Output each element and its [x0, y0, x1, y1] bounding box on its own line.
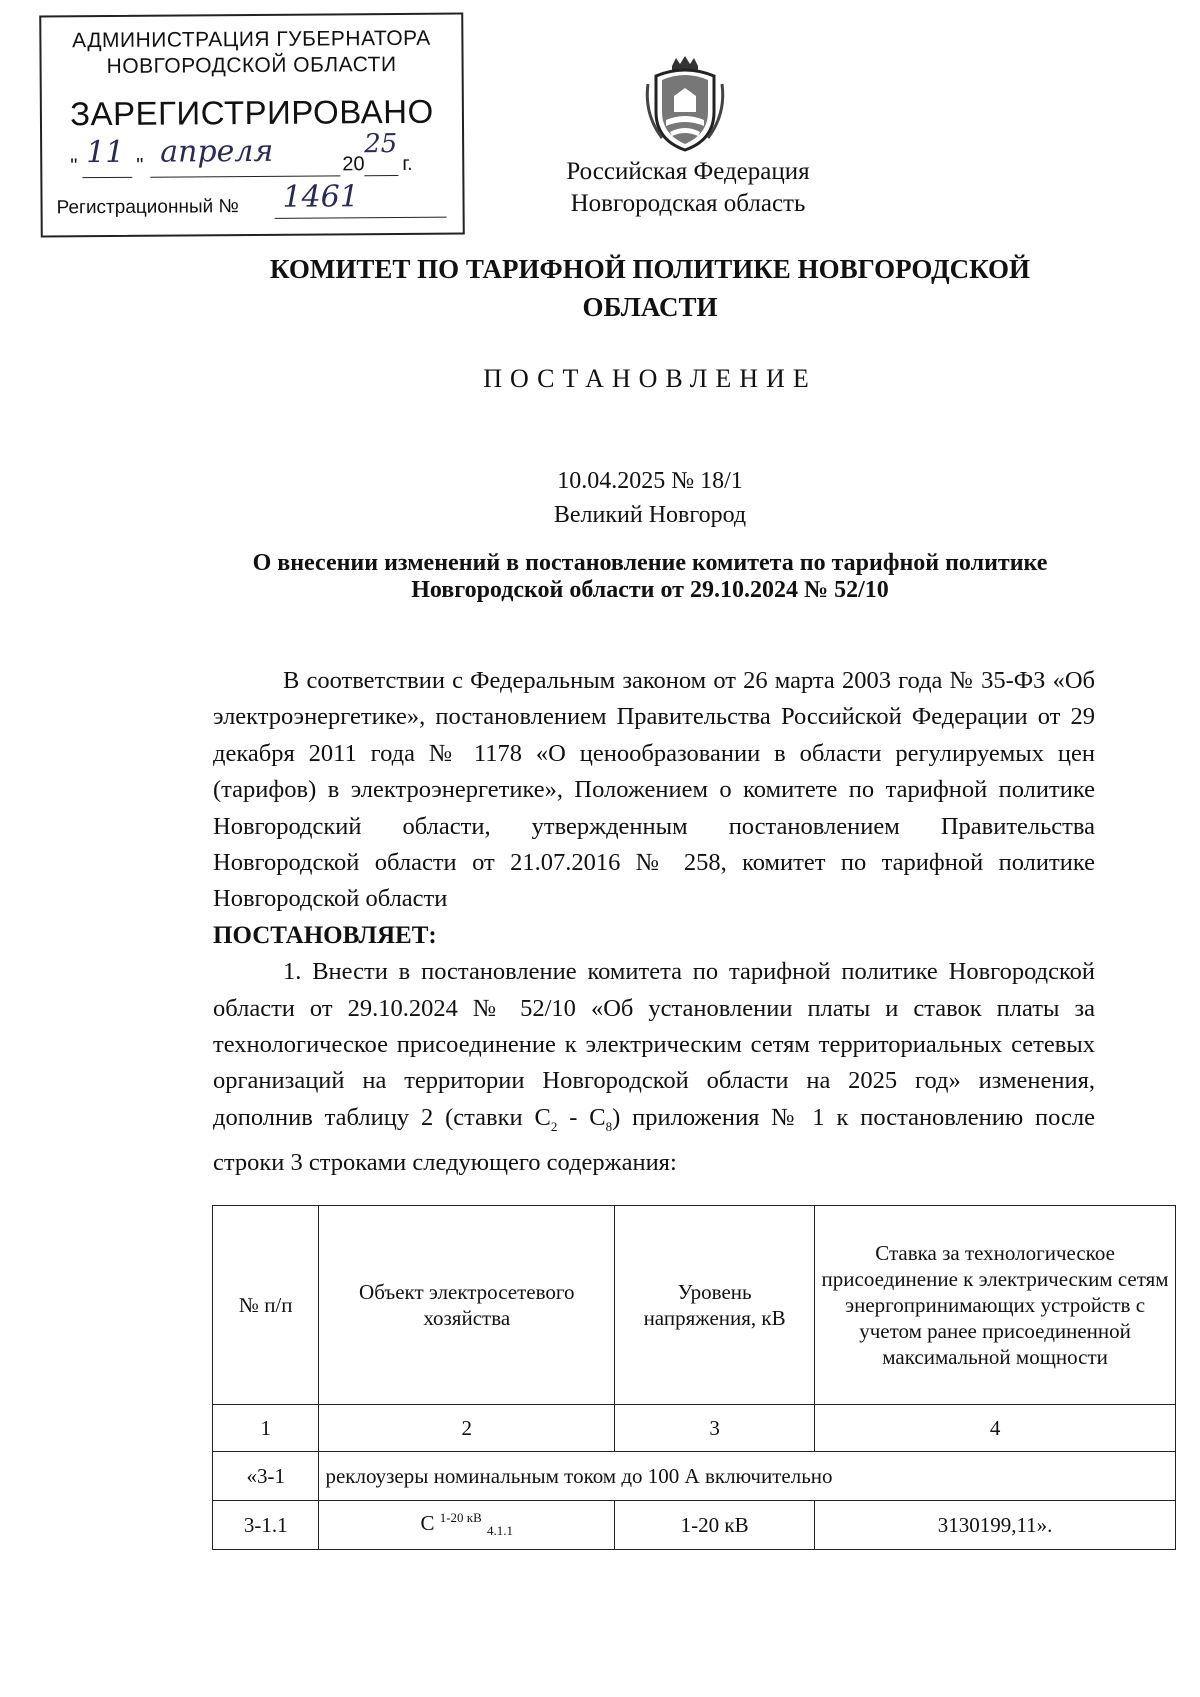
group-row-text: реклоузеры номинальным током до 100 А включительно [319, 1452, 1176, 1501]
para2-part-c: ) приложения № 1 к постановлению после строки 3 строками следующего содержания: [213, 1103, 1096, 1177]
stamp-quote-open: " [70, 155, 78, 178]
stamp-date [70, 128, 440, 184]
column-number-cell: 2 [319, 1405, 615, 1452]
region-name: Новгородская область [570, 190, 806, 217]
para2-part-b: - С [557, 1103, 606, 1131]
body-paragraph-1: В соответствии с Федеральным законом от 26 марта 2003 года № 35-ФЗ «Об электроэнергетике», постановлением Правительства Российской Федерации от 29 декабря 2011 года № 1178 «О ценообразовании в области регулируемых цен (тарифов) в электроэнергетике», Положением о комитете по тарифной политике Новгородский области, утвержденным постановлением Правительства Новгородской области от 21.07.2016 № 258, комитет по тарифной политике Новгородской области [213, 667, 1095, 913]
para2-sub-1: 2 [550, 1118, 558, 1134]
object-main: С [420, 1511, 435, 1536]
document-type: ПОСТАНОВЛЕНИЕ [483, 364, 817, 393]
stamp-year-prefix: 20 [342, 153, 365, 176]
table-header-row [213, 1206, 1176, 1405]
stamp-quote-close: " [136, 154, 144, 177]
resolves-heading: ПОСТАНОВЛЯЕТ: [213, 921, 437, 949]
table-column-number-row [213, 1405, 1176, 1452]
data-row-rate: 3130199,11». [815, 1501, 1176, 1550]
data-row-object [319, 1501, 615, 1550]
stamp-year-handwritten: 25 [364, 128, 398, 160]
document-date-number: 10.04.2025 № 18/1 [557, 468, 743, 494]
group-row-number: «3-1 [213, 1452, 319, 1501]
column-number-cell: 4 [815, 1405, 1176, 1452]
stamp-reg-number-handwritten: 1461 [282, 179, 359, 215]
column-number-cell: 1 [213, 1405, 319, 1452]
committee-title: КОМИТЕТ ПО ТАРИФНОЙ ПОЛИТИКЕ НОВГОРОДСКОЙ ОБЛАСТИ [269, 254, 1031, 322]
object-sup: 1-20 кВ [439, 1510, 482, 1526]
coat-of-arms-icon [642, 54, 728, 154]
arms-caption [530, 156, 846, 220]
registration-stamp [39, 13, 465, 238]
header-cell-number: № п/п [213, 1206, 319, 1405]
stamp-month-handwritten: апреля [160, 133, 274, 170]
rates-table [212, 1205, 1176, 1550]
document-subject: О внесении изменений в постановление комитета по тарифной политике Новгородской области от 29.10.2024 № 52/10 [252, 550, 1048, 603]
para2-part-a: 1. Внести в постановление комитета по тарифной политике Новгородской области от 29.10.2024 № 52/10 «Об установлении платы и ставок платы за технологическое присоединение к электрическим сетям территориальных сетевых организаций на территории Новгородской области на 2025 год» изменения, дополнив таблицу 2 (ставки С [213, 958, 1095, 1131]
document-body [213, 663, 1095, 1182]
stamp-year-line [364, 175, 398, 176]
column-number-cell: 3 [615, 1405, 815, 1452]
object-sub: 4.1.1 [487, 1523, 514, 1539]
table-row [213, 1501, 1176, 1550]
document-city: Великий Новгород [553, 502, 747, 528]
table-row [213, 1452, 1176, 1501]
stamp-reg-line [275, 217, 447, 219]
stamp-month-line [150, 175, 340, 177]
data-row-voltage: 1-20 кВ [615, 1501, 815, 1550]
header-cell-rate: Ставка за технологическое присоединение к электрическим сетям энергопринимающих устройств с учетом ранее присоединенной максимальной мощности [815, 1206, 1176, 1405]
stamp-day-line [82, 177, 132, 178]
header-cell-voltage: Уровень напряжения, кВ [615, 1206, 815, 1405]
stamp-registered-label: ЗАРЕГИСТРИРОВАНО [70, 92, 434, 133]
country-name: Российская Федерация [566, 158, 810, 185]
stamp-day-handwritten: 11 [86, 134, 125, 171]
stamp-region-line: НОВГОРОДСКОЙ ОБЛАСТИ [106, 52, 397, 79]
stamp-year-suffix: г. [402, 152, 413, 175]
header-cell-object: Объект электросетевого хозяйства [319, 1206, 615, 1405]
document-date-place [400, 464, 900, 532]
body-paragraph-2 [213, 954, 1095, 1181]
data-row-number: 3-1.1 [213, 1501, 319, 1550]
stamp-reg-label: Регистрационный № [56, 196, 239, 219]
stamp-administration-line: АДМИНИСТРАЦИЯ ГУБЕРНАТОРА [71, 26, 431, 53]
para2-sub-2: 8 [605, 1118, 613, 1134]
